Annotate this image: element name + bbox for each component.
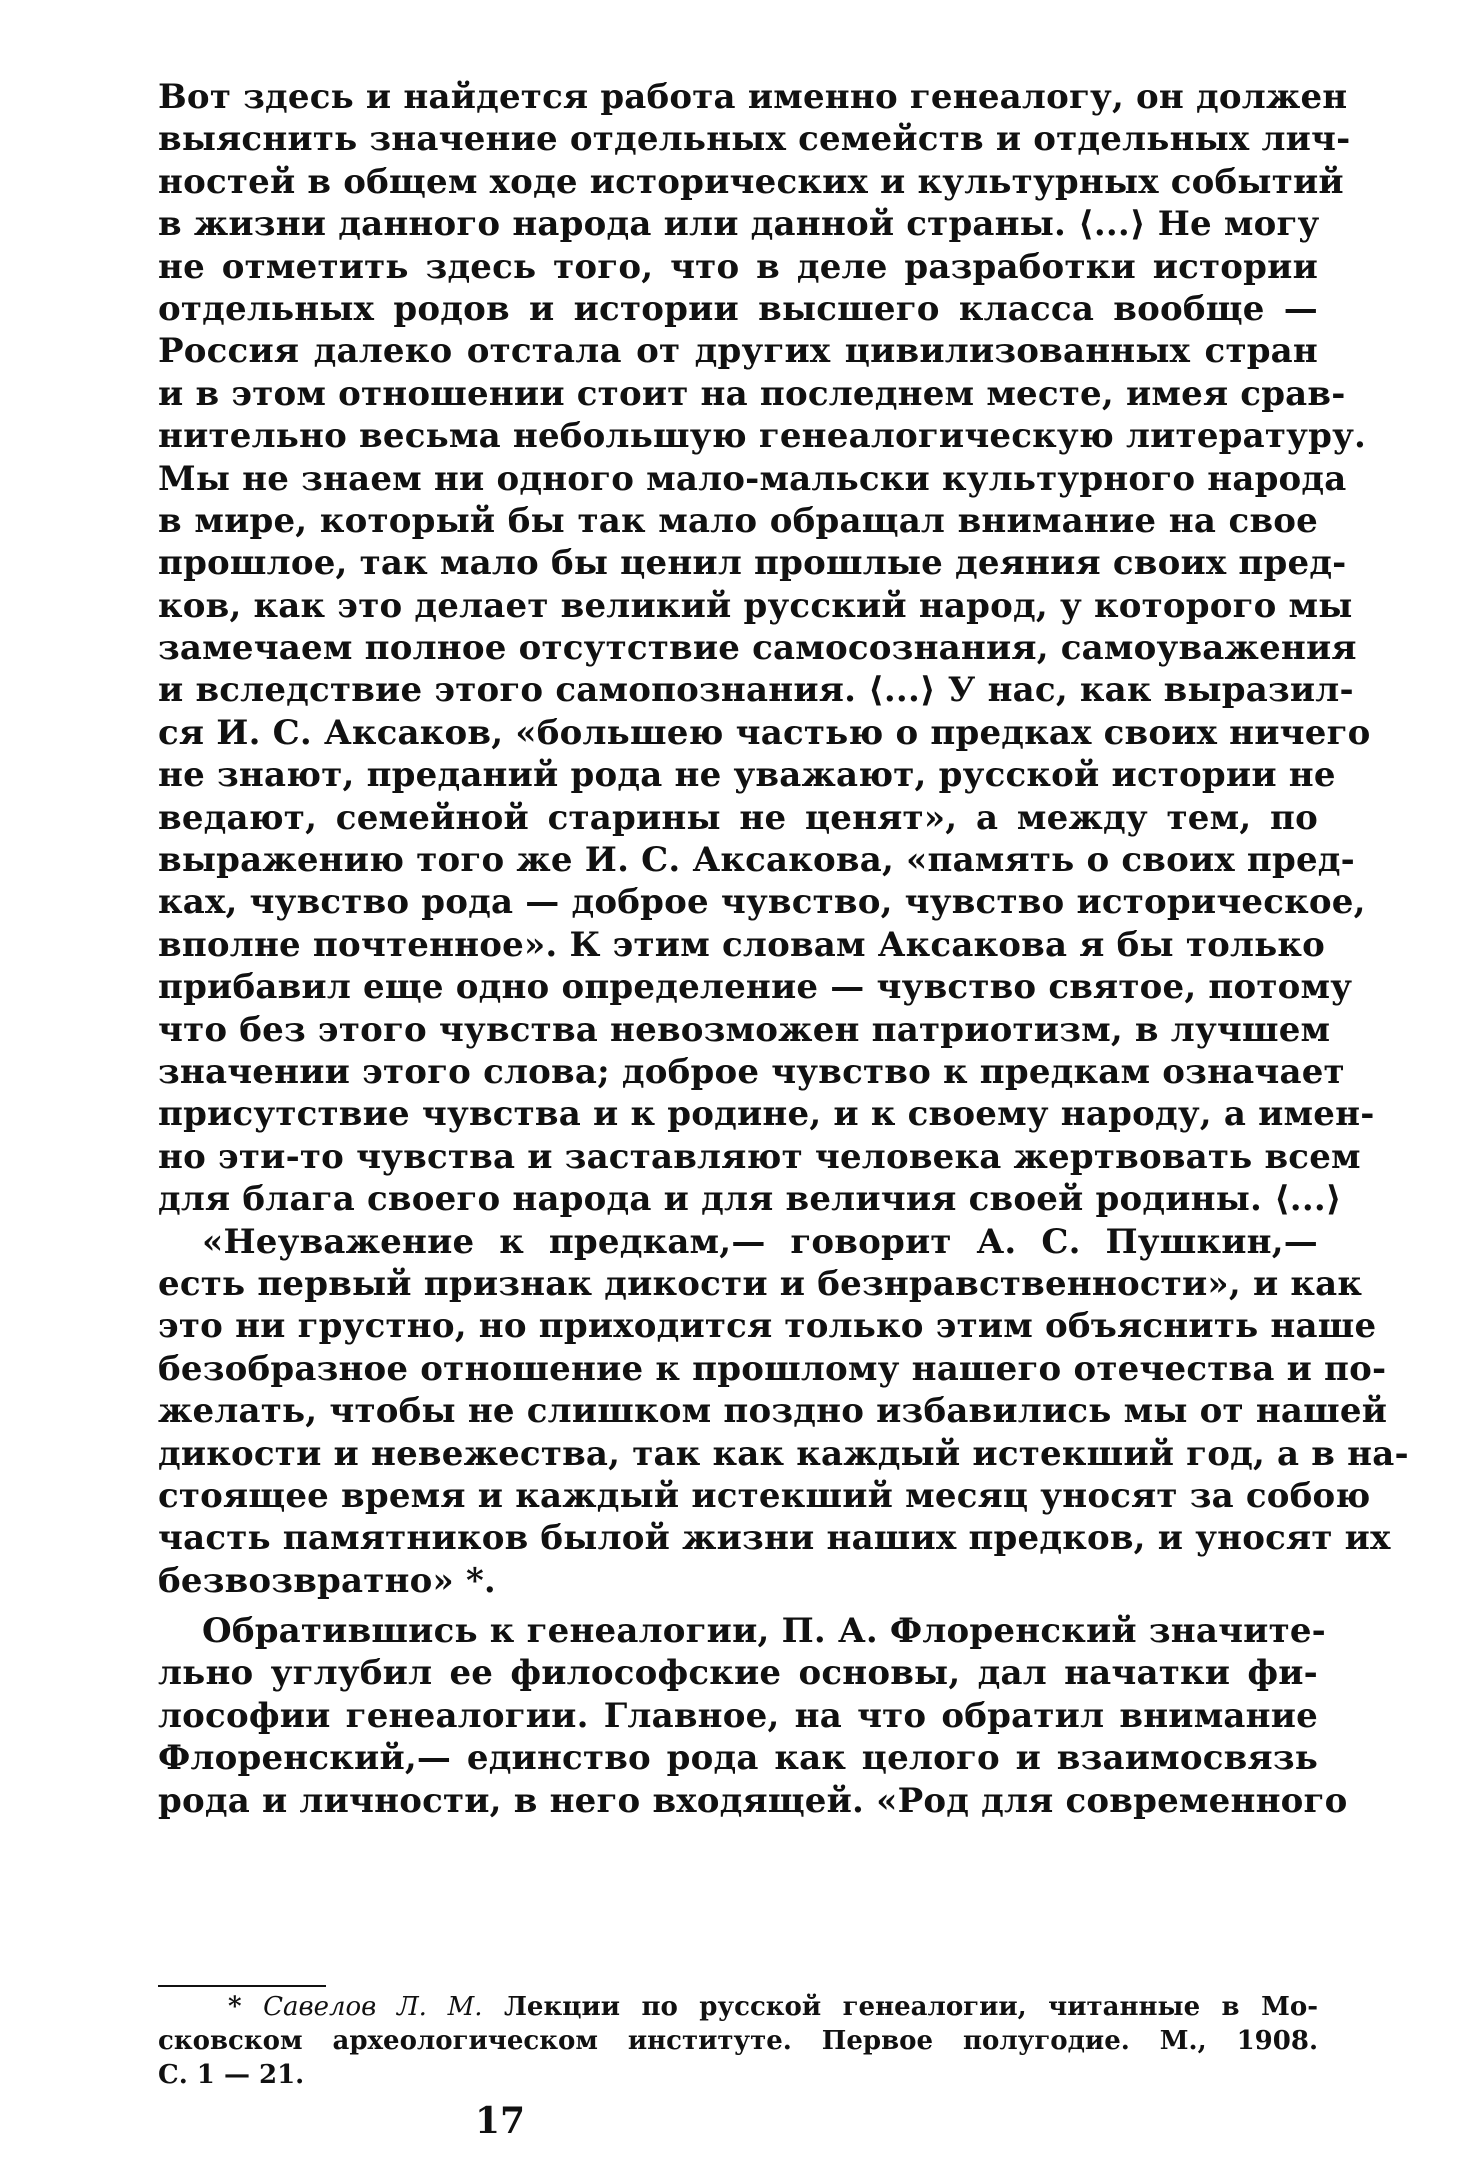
page-body bbox=[158, 76, 1409, 1822]
footnote-line bbox=[158, 1990, 1318, 2024]
text-line: безобразное отношение к прошлому нашего отечества и по- bbox=[158, 1348, 1387, 1389]
text-line: прошлое, так мало бы ценил прошлые деяния своих пред- bbox=[158, 543, 1347, 584]
page-number: 17 bbox=[474, 2100, 526, 2142]
text-line: и в этом отношении стоит на последнем месте, имея срав- bbox=[158, 373, 1346, 414]
text-line: стоящее время и каждый истекший месяц уносят за собою bbox=[158, 1475, 1371, 1516]
text-line: ков, как это делает великий русский народ, у которого мы bbox=[158, 585, 1353, 626]
text-line: вполне почтенное». К этим словам Аксакова я бы только bbox=[158, 924, 1326, 965]
footnote-author: Савелов Л. М. bbox=[263, 1992, 483, 2022]
text-line: выражению того же И. С. Аксакова, «память о своих пред- bbox=[158, 840, 1355, 881]
text-line: Флоренский,— единство рода как целого и взаимосвязь bbox=[158, 1738, 1318, 1779]
footnote-line: С. 1 — 21. bbox=[158, 2060, 305, 2090]
text-line: в жизни данного народа или данной страны. ⟨...⟩ Не могу bbox=[158, 204, 1320, 245]
text-line: ностей в общем ходе исторических и культурных событий bbox=[158, 161, 1344, 202]
text-line: присутствие чувства и к родине, и к своему народу, а имен- bbox=[158, 1094, 1375, 1135]
text-line: льно углубил ее философские основы, дал начатки фи- bbox=[158, 1653, 1318, 1694]
footnote bbox=[158, 1990, 1318, 2092]
text-line: но эти-то чувства и заставляют человека жертвовать всем bbox=[158, 1136, 1361, 1177]
text-line: желать, чтобы не слишком поздно избавились мы от нашей bbox=[158, 1391, 1388, 1432]
footnote-line: сковском археологическом институте. Первое полугодие. М., 1908. bbox=[158, 2026, 1318, 2056]
text-line: лософии генеалогии. Главное, на что обратил внимание bbox=[158, 1695, 1318, 1736]
text-line: Россия далеко отстала от других цивилизованных стран bbox=[158, 331, 1318, 372]
text-line: в мире, который бы так мало обращал внимание на свое bbox=[158, 500, 1318, 541]
text-line: прибавил еще одно определение — чувство святое, потому bbox=[158, 967, 1353, 1008]
footnote-text: Лекции по русской генеалогии, читанные в Мо- bbox=[503, 1992, 1318, 2022]
footnote-divider bbox=[158, 1985, 326, 1987]
text-line: часть памятников былой жизни наших предков, и уносят их bbox=[158, 1518, 1391, 1559]
text-line: ведают, семейной старины не ценят», а между тем, по bbox=[158, 797, 1318, 838]
text-line: Вот здесь и найдется работа именно генеалогу, он должен bbox=[158, 77, 1348, 117]
text-line: Мы не знаем ни одного мало-мальски культурного народа bbox=[158, 458, 1347, 499]
text-line: рода и личности, в него входящей. «Род для современного bbox=[158, 1780, 1348, 1821]
paragraph-end-line: безвозвратно» *. bbox=[158, 1560, 496, 1601]
text-line: не отметить здесь того, что в деле разработки истории bbox=[158, 246, 1318, 287]
text-line: значении этого слова; доброе чувство к предкам означает bbox=[158, 1051, 1345, 1092]
text-line: и вследствие этого самопознания. ⟨...⟩ У нас, как выразил- bbox=[158, 670, 1354, 711]
text-line: для блага своего народа и для величия своей родины. ⟨...⟩ bbox=[158, 1179, 1342, 1220]
text-line: отдельных родов и истории высшего класса вообще — bbox=[158, 288, 1318, 329]
text-line: не знают, преданий рода не уважают, русской истории не bbox=[158, 755, 1336, 796]
text-line: выяснить значение отдельных семейств и отдельных лич- bbox=[158, 119, 1351, 160]
text-line: что без этого чувства невозможен патриотизм, в лучшем bbox=[158, 1009, 1331, 1050]
text-line: замечаем полное отсутствие самосознания, самоуважения bbox=[158, 628, 1357, 669]
text-line: нительно весьма небольшую генеалогическую литературу. bbox=[158, 416, 1367, 457]
text-line: дикости и невежества, так как каждый истекший год, а в на- bbox=[158, 1433, 1409, 1474]
paragraph-start-line: «Неуважение к предкам,— говорит А. С. Пушкин,— bbox=[202, 1221, 1318, 1262]
paragraph-start-line: Обратившись к генеалогии, П. А. Флоренский значите- bbox=[202, 1611, 1326, 1652]
footnote-marker: * bbox=[228, 1992, 242, 2022]
text-line: ся И. С. Аксаков, «большею частью о предках своих ничего bbox=[158, 712, 1371, 753]
text-line: есть первый признак дикости и безнравственности», и как bbox=[158, 1263, 1363, 1304]
text-line: ках, чувство рода — доброе чувство, чувство историческое, bbox=[158, 882, 1366, 923]
text-line: это ни грустно, но приходится только этим объяснить наше bbox=[158, 1306, 1377, 1347]
